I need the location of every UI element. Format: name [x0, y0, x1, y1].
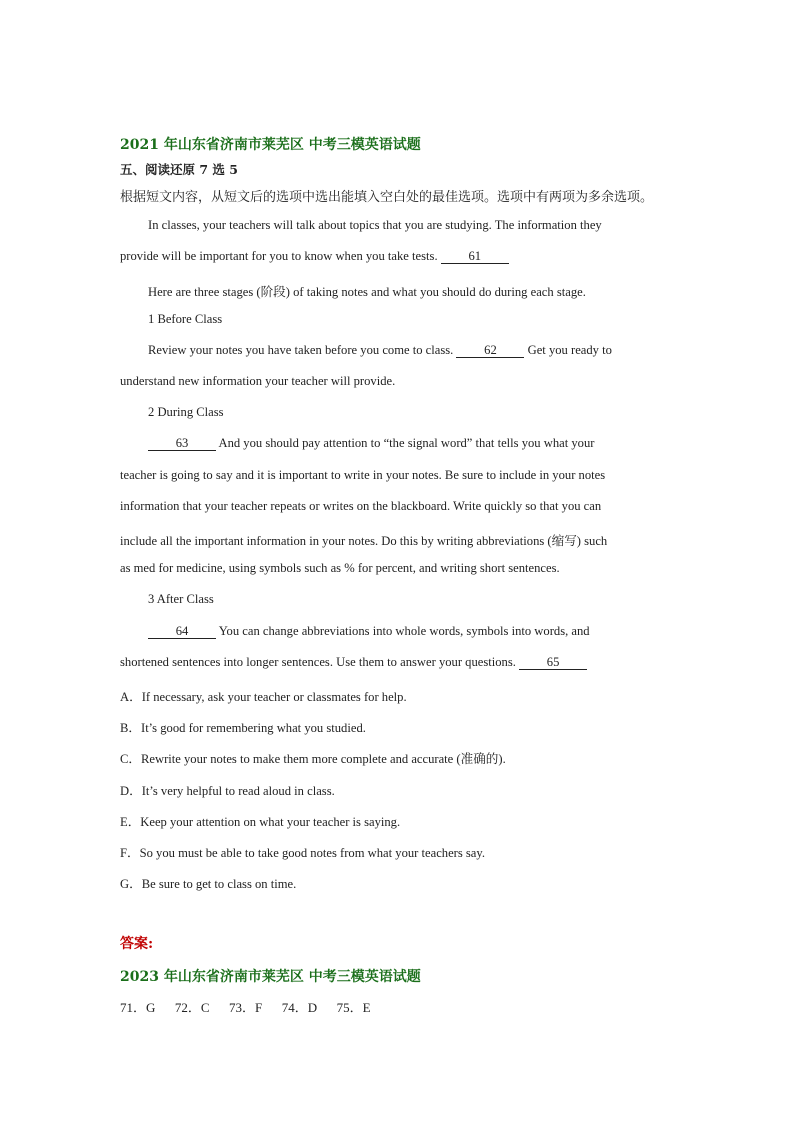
blank-65: 65: [519, 656, 587, 670]
document-title: 2021 年山东省济南市莱芜区 中考三模英语试题: [120, 137, 421, 153]
passage-text: Review your notes you have taken before you come to class.: [148, 343, 454, 357]
stage-heading: 2 During Class: [148, 405, 224, 419]
passage-text: And you should pay attention to “the signal word” that tells you what your: [218, 436, 595, 450]
blank-62: 62: [456, 344, 524, 358]
passage-line: understand new information your teacher will provide.: [120, 374, 396, 388]
stage-heading: 3 After Class: [148, 592, 214, 606]
passage-text: You can change abbreviations into whole words, symbols into words, and: [218, 624, 590, 638]
answer-key: 71．G 72．C 73．F 74．D 75．E: [120, 1000, 371, 1015]
passage-line: teacher is going to say and it is important to write in your notes. Be sure to include in your notes: [120, 468, 606, 482]
passage-line: In classes, your teachers will talk about topics that you are studying. The information they: [148, 218, 602, 232]
option-e: E．Keep your attention on what your teacher is saying.: [120, 815, 401, 829]
passage-line: information that your teacher repeats or writes on the blackboard. Write quickly so that you can: [120, 499, 602, 513]
passage-line: [148, 343, 612, 358]
instructions: 根据短文内容，从短文后的选项中选出能填入空白处的最佳选项。选项中有两项为多余选项。: [120, 190, 654, 205]
passage-line: [120, 655, 587, 670]
passage-line: as med for medicine, using symbols such as % for percent, and writing short sentences.: [120, 561, 560, 575]
option-b: B．It’s good for remembering what you studied.: [120, 721, 366, 735]
option-c: C．Rewrite your notes to make them more complete and accurate (准确的).: [120, 752, 506, 766]
answer-title: 2023 年山东省济南市莱芜区 中考三模英语试题: [120, 969, 421, 985]
passage-text: provide will be important for you to know when you take tests.: [120, 249, 438, 263]
passage-text: Get you ready to: [527, 343, 612, 357]
option-d: D．It’s very helpful to read aloud in class.: [120, 784, 335, 798]
blank-61: 61: [441, 250, 509, 264]
option-a: A．If necessary, ask your teacher or classmates for help.: [120, 690, 407, 704]
stage-heading: 1 Before Class: [148, 312, 223, 326]
blank-64: 64: [148, 625, 216, 639]
passage-text: shortened sentences into longer sentences. Use them to answer your questions.: [120, 655, 516, 669]
section-heading: 五、阅读还原 7 选 5: [120, 162, 238, 177]
passage-line: [148, 624, 590, 639]
passage-line: include all the important information in your notes. Do this by writing abbreviations (缩写) such: [120, 534, 608, 548]
option-g: G．Be sure to get to class on time.: [120, 877, 297, 891]
option-f: F．So you must be able to take good notes from what your teachers say.: [120, 846, 486, 860]
answer-label: 答案:: [120, 936, 154, 952]
passage-line: Here are three stages (阶段) of taking notes and what you should do during each stage.: [148, 285, 586, 299]
passage-line: [148, 436, 594, 451]
blank-63: 63: [148, 437, 216, 451]
passage-line: [120, 249, 509, 264]
